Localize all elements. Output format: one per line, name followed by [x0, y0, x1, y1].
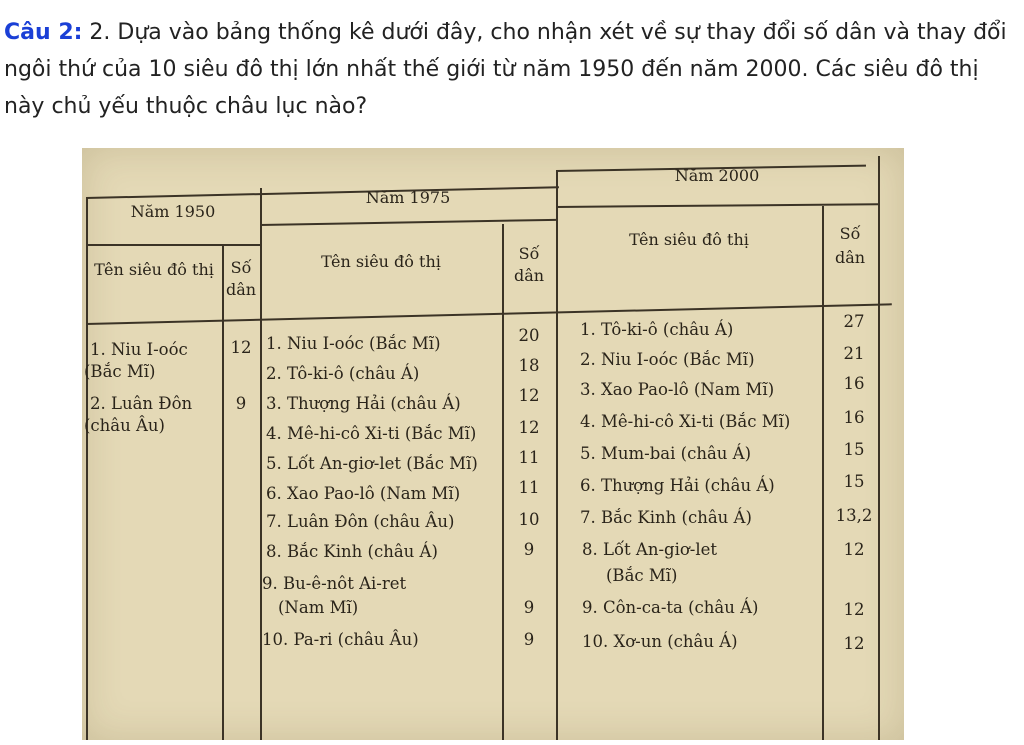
y1975-row-1-pop: 20 — [518, 326, 540, 345]
y1975-row-6-pop: 11 — [518, 478, 540, 497]
col-name-1950: Tên siêu đô thị — [94, 260, 214, 279]
y2000-row-1-name: 1. Tô-ki-ô (châu Á) — [580, 320, 734, 339]
table-photo — [82, 148, 904, 740]
year-2000-header: Năm 2000 — [674, 166, 760, 185]
col-pop-1975-b: dân — [513, 266, 545, 285]
y2000-row-8-pop: 12 — [843, 540, 865, 559]
y1975-row-3-name: 3. Thượng Hải (châu Á) — [266, 394, 461, 413]
y2000-row-5-name: 5. Mum-bai (châu Á) — [580, 444, 752, 463]
year-1950-header: Năm 1950 — [130, 202, 216, 221]
y1975-row-9-name2: (Nam Mĩ) — [278, 598, 359, 617]
col-pop-1975-a: Số — [518, 244, 540, 263]
y2000-row-6-name: 6. Thượng Hải (châu Á) — [580, 476, 775, 495]
y2000-row-9-name: 9. Côn-ca-ta (châu Á) — [582, 598, 759, 617]
col-line-2000-pop — [822, 206, 824, 740]
y2000-row-6-pop: 15 — [843, 472, 865, 491]
year-1975-header: Năm 1975 — [365, 188, 451, 207]
question-text — [4, 14, 1014, 125]
y1975-row-9-pop: 9 — [523, 598, 535, 617]
y1975-row-4-pop: 12 — [518, 418, 540, 437]
table-year-divider-2000 — [556, 203, 878, 208]
col-pop-1950-b: dân — [225, 280, 257, 299]
y1975-row-10-pop: 9 — [523, 630, 535, 649]
col-name-1975: Tên siêu đô thị — [321, 252, 441, 271]
y2000-row-9-pop: 12 — [843, 600, 865, 619]
y2000-row-5-pop: 15 — [843, 440, 865, 459]
table-right-border — [878, 156, 880, 740]
y1975-row-9-name: 9. Bu-ê-nôt Ai-ret — [262, 574, 407, 593]
table-header-bottom — [86, 303, 892, 325]
y1975-row-3-pop: 12 — [518, 386, 540, 405]
y1975-row-2-name: 2. Tô-ki-ô (châu Á) — [266, 364, 420, 383]
table-year-divider-1975 — [260, 219, 556, 226]
y1975-row-6-name: 6. Xao Pao-lô (Nam Mĩ) — [266, 484, 461, 503]
y1950-row-1-name: 1. Niu I-oóc — [90, 340, 188, 359]
y1950-row-2-name2: (châu Âu) — [84, 416, 165, 435]
question-body: 2. Dựa vào bảng thống kê dưới đây, cho nhận xét về sự thay đổi số dân và thay đổi ngôi thứ của 10 siêu đô thị lớn nhất thế giới từ năm 1950 đến năm 2000. Các siêu đô thị này chủ yếu thuộc châu lục nào? — [4, 20, 1007, 119]
y2000-row-7-pop: 13,2 — [835, 506, 873, 525]
y2000-row-10-pop: 12 — [843, 634, 865, 653]
y1950-row-2-name: 2. Luân Đôn — [90, 394, 193, 413]
col-line-2000 — [556, 170, 558, 740]
y1975-row-10-name: 10. Pa-ri (châu Âu) — [262, 630, 419, 649]
y2000-row-7-name: 7. Bắc Kinh (châu Á) — [580, 508, 752, 527]
y1975-row-2-pop: 18 — [518, 356, 540, 375]
y1975-row-1-name: 1. Niu I-oóc (Bắc Mĩ) — [266, 334, 441, 353]
col-pop-2000-a: Số — [839, 224, 861, 243]
col-name-2000: Tên siêu đô thị — [629, 230, 749, 249]
col-pop-2000-b: dân — [834, 248, 866, 267]
table-year-divider — [86, 244, 260, 246]
y2000-row-1-pop: 27 — [843, 312, 865, 331]
y1975-row-5-pop: 11 — [518, 448, 540, 467]
y2000-row-10-name: 10. Xơ-un (châu Á) — [582, 632, 738, 651]
question-label: Câu 2: — [4, 20, 83, 45]
y2000-row-3-pop: 16 — [843, 374, 865, 393]
y1950-row-1-name2: (Bắc Mĩ) — [84, 362, 156, 381]
y2000-row-2-pop: 21 — [843, 344, 865, 363]
y2000-row-2-name: 2. Niu I-oóc (Bắc Mĩ) — [580, 350, 755, 369]
y1975-row-8-pop: 9 — [523, 540, 535, 559]
y1950-row-1-pop: 12 — [230, 338, 252, 357]
col-pop-1950-a: Số — [230, 258, 252, 277]
y1975-row-8-name: 8. Bắc Kinh (châu Á) — [266, 542, 438, 561]
y2000-row-4-pop: 16 — [843, 408, 865, 427]
y1975-row-7-pop: 10 — [518, 510, 540, 529]
y1975-row-5-name: 5. Lốt An-giơ-let (Bắc Mĩ) — [266, 454, 478, 473]
y2000-row-8-name: 8. Lốt An-giơ-let — [582, 540, 718, 559]
y1975-row-7-name: 7. Luân Đôn (châu Âu) — [266, 512, 455, 531]
col-line-1950-pop — [222, 244, 224, 740]
y2000-row-3-name: 3. Xao Pao-lô (Nam Mĩ) — [580, 380, 775, 399]
y2000-row-8-name2: (Bắc Mĩ) — [606, 566, 678, 585]
y2000-row-4-name: 4. Mê-hi-cô Xi-ti (Bắc Mĩ) — [580, 412, 791, 431]
y1950-row-2-pop: 9 — [235, 394, 247, 413]
y1975-row-4-name: 4. Mê-hi-cô Xi-ti (Bắc Mĩ) — [266, 424, 477, 443]
